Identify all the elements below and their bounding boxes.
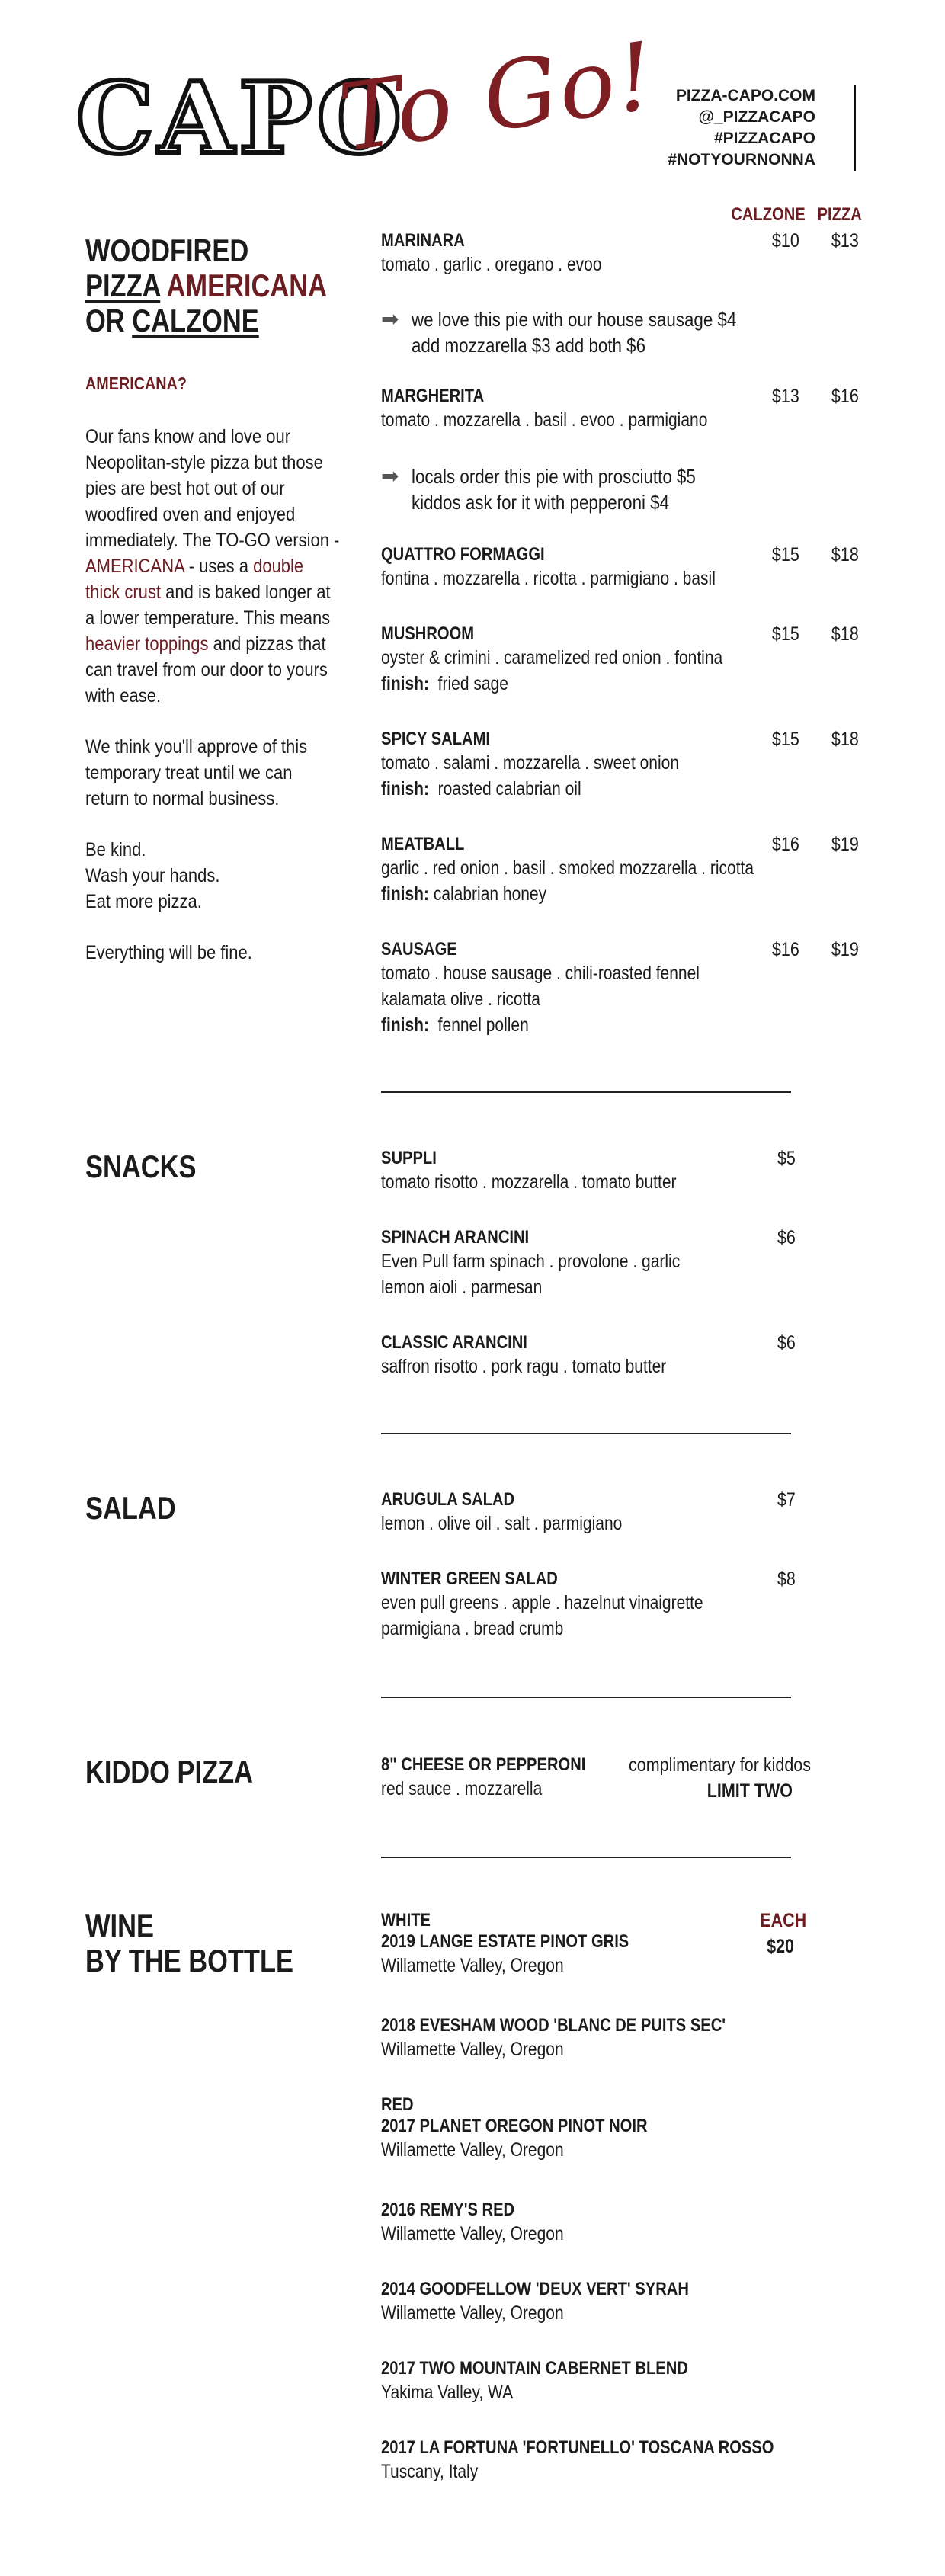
pizza-item-mushroom: MUSHROOM oyster & crimini . caramelized red onion . fontina finish: fried sage	[381, 623, 723, 694]
heading-line-1: WOODFIRED	[85, 232, 249, 268]
intro-paragraph-4: Everything will be fine.	[85, 942, 252, 963]
capo-logo: CAPO	[76, 62, 406, 176]
mushroom-pizza-price: $18	[831, 623, 859, 645]
margherita-addon-note: ➡ locals order this pie with prosciutto $5 kiddos ask for it with pepperoni $4	[381, 464, 696, 514]
pizza-column-header: PIZZA	[817, 204, 862, 225]
social-links	[668, 85, 815, 171]
snack-item-suppli: SUPPLI tomato risotto . mozzarella . tomato butter	[381, 1148, 677, 1193]
arrow-right-icon: ➡	[381, 464, 399, 488]
red-label: RED	[381, 2094, 414, 2115]
salad-heading: SALAD	[85, 1490, 176, 1526]
wine-red-section: RED 2017 PLANET OREGON PINOT NOIR Willamette Valley, Oregon	[381, 2094, 800, 2163]
salad-item-arugula: ARUGULA SALAD lemon . olive oil . salt . parmigiano	[381, 1489, 623, 1534]
section-divider	[381, 1091, 791, 1093]
heading-line-3: OR CALZONE	[85, 303, 259, 338]
margherita-pizza-price: $16	[831, 386, 859, 407]
white-label: WHITE	[381, 1910, 431, 1930]
winter-green-price: $8	[777, 1568, 796, 1590]
calzone-column-header: CALZONE	[731, 204, 806, 225]
arugula-price: $7	[777, 1489, 796, 1511]
salami-pizza-price: $18	[831, 729, 859, 750]
intro-paragraph-1: Our fans know and love our Neopolitan-style pizza but those pies are best hot out of our woodfired oven and enjoyed immediately. The TO-GO version - AMERICANA - uses a double thick crust and is baked longer at a lower temperature. This means heavier toppings and pizzas that can travel from our door to yours with ease.	[85, 426, 340, 706]
section-divider	[381, 1697, 791, 1698]
pizza-item-quattro-formaggi: QUATTRO FORMAGGI fontina . mozzarella . ricotta . parmigiano . basil	[381, 544, 716, 589]
mushroom-calzone-price: $15	[771, 623, 799, 645]
quattro-pizza-price: $18	[831, 544, 859, 566]
wine-white-section: WHITE 2019 LANGE ESTATE PINOT GRIS Willamette Valley, Oregon	[381, 1910, 800, 1978]
wine-price: $20	[767, 1936, 794, 1957]
wine-item: 2018 EVESHAM WOOD 'BLANC DE PUITS SEC' Willamette Valley, Oregon	[381, 2015, 726, 2060]
wine-item: 2017 PLANET OREGON PINOT NOIR	[381, 2116, 648, 2136]
classic-arancini-price: $6	[777, 1332, 796, 1354]
hashtag-notyournonna: #NOTYOURNONNA	[668, 151, 815, 168]
intro-text	[85, 424, 344, 991]
americana-subheading: AMERICANA?	[85, 373, 187, 393]
kiddo-limit: LIMIT TWO	[706, 1780, 793, 1802]
pizza-item-margherita: MARGHERITA tomato . mozzarella . basil . evoo . parmigiano	[381, 386, 708, 431]
sausage-pizza-price: $19	[831, 939, 859, 960]
marinara-addon-note: ➡ we love this pie with our house sausage $4 add mozzarella $3 add both $6	[381, 307, 737, 357]
snacks-heading: SNACKS	[85, 1149, 197, 1184]
salad-item-winter-green: WINTER GREEN SALAD even pull greens . apple . hazelnut vinaigrette parmigiana . bread crumb	[381, 1568, 703, 1639]
spinach-arancini-price: $6	[777, 1227, 796, 1248]
intro-paragraph-3: Be kind. Wash your hands. Eat more pizza.	[85, 839, 220, 912]
snack-item-spinach-arancini: SPINACH ARANCINI Even Pull farm spinach . provolone . garlic lemon aioli . parmesan	[381, 1227, 681, 1298]
meatball-pizza-price: $19	[831, 834, 859, 855]
marinara-pizza-price: $13	[831, 230, 859, 252]
hashtag-pizzacapo: #PIZZACAPO	[713, 130, 815, 147]
instagram-handle[interactable]: @_PIZZACAPO	[698, 108, 815, 126]
wine-item: 2017 LA FORTUNA 'FORTUNELLO' TOSCANA ROSSO Tuscany, Italy	[381, 2437, 774, 2482]
sausage-calzone-price: $16	[771, 939, 799, 960]
intro-paragraph-2: We think you'll approve of this temporary treat until we can return to normal business.	[85, 736, 308, 809]
arrow-right-icon: ➡	[381, 307, 399, 331]
section-divider	[381, 1433, 791, 1434]
pizza-item-meatball: MEATBALL garlic . red onion . basil . smoked mozzarella . ricotta finish: calabrian honey	[381, 834, 754, 905]
to-go-script-logo: To Go!	[332, 21, 662, 173]
margherita-calzone-price: $13	[771, 386, 799, 407]
pizza-item-spicy-salami: SPICY SALAMI tomato . salami . mozzarella . sweet onion finish: roasted calabrian oil	[381, 729, 680, 799]
each-label: EACH	[760, 1910, 807, 1931]
kiddo-heading: KIDDO PIZZA	[85, 1754, 254, 1789]
meatball-calzone-price: $16	[771, 834, 799, 855]
website-link[interactable]: PIZZA-CAPO.COM	[675, 87, 815, 104]
heading-line-2: PIZZA AMERICANA	[85, 268, 327, 303]
kiddo-note: complimentary for kiddos	[629, 1754, 811, 1776]
header-divider	[854, 85, 856, 171]
pizza-item-marinara: MARINARA tomato . garlic . oregano . evoo	[381, 230, 602, 275]
wine-item: 2017 TWO MOUNTAIN CABERNET BLEND Yakima Valley, WA	[381, 2358, 688, 2403]
wine-item: 2014 GOODFELLOW 'DEUX VERT' SYRAH Willamette Valley, Oregon	[381, 2279, 689, 2324]
snack-item-classic-arancini: CLASSIC ARANCINI saffron risotto . pork ragu . tomato butter	[381, 1332, 667, 1377]
suppli-price: $5	[777, 1148, 796, 1169]
wine-heading: WINE BY THE BOTTLE	[85, 1908, 293, 1978]
salami-calzone-price: $15	[771, 729, 799, 750]
marinara-calzone-price: $10	[771, 230, 799, 252]
quattro-calzone-price: $15	[771, 544, 799, 566]
wine-item: 2016 REMY'S RED Willamette Valley, Oregon	[381, 2200, 564, 2244]
section-divider	[381, 1857, 791, 1858]
pizza-item-sausage: SAUSAGE tomato . house sausage . chili-roasted fennel kalamata olive . ricotta finish: fennel pollen	[381, 939, 700, 1036]
pizza-heading	[85, 233, 344, 338]
kiddo-item: 8" CHEESE OR PEPPERONI red sauce . mozzarella	[381, 1754, 586, 1799]
wine-item: 2019 LANGE ESTATE PINOT GRIS	[381, 1931, 629, 1952]
